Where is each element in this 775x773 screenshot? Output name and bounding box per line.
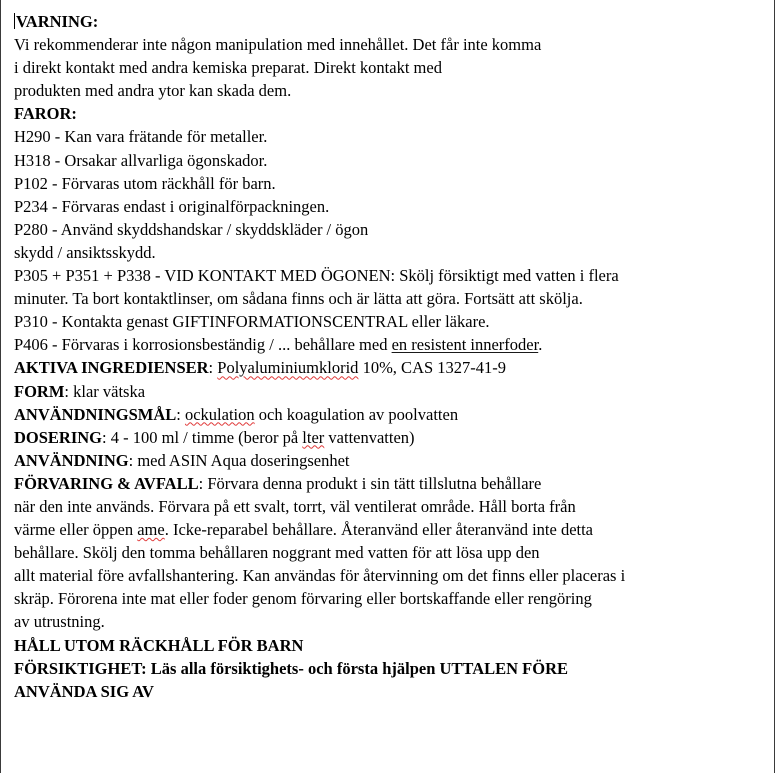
storage-line-1-text: Förvara denna produkt i sin tätt tillslutna behållare [207, 473, 542, 493]
varning-line-1: Vi rekommenderar inte någon manipulation med innehållet. Det får inte komma [14, 35, 542, 55]
field-value-misspelled-anvandningsmal: ockulation [184, 404, 255, 424]
field-value-dosering: vattenvatten) [324, 427, 415, 447]
field-label-dosering: DOSERING [14, 427, 103, 447]
heading-faror: FAROR: [14, 104, 77, 124]
storage-line-4: behållare. Skölj den tomma behållaren noggrant med vatten för att lösa upp den [14, 543, 540, 563]
faror-line-p406 [14, 333, 761, 356]
storage-line-3-misspelled: ame [137, 520, 165, 540]
faror-line-h318: H318 - Orsakar allvarliga ögonskador. [14, 150, 268, 170]
faror-line-h290: H290 - Kan vara frätande för metaller. [14, 127, 268, 147]
varning-line-3: produkten med andra ytor kan skada dem. [14, 81, 292, 101]
field-value-anvandning: med ASIN Aqua doseringsenhet [137, 450, 350, 470]
storage-label: FÖRVARING & AVFALL [14, 473, 199, 493]
field-aktiva-ingredienser [14, 356, 761, 379]
faror-line-p280-cont: skydd / ansiktsskydd. [14, 242, 156, 262]
footer-line-caution-2: ANVÄNDA SIG AV [14, 681, 154, 701]
faror-line-p305: P305 + P351 + P338 - VID KONTAKT MED ÖGONEN: Skölj försiktigt med vatten i flera [14, 266, 619, 286]
storage-sep: : [198, 473, 208, 493]
field-form [14, 380, 761, 403]
text-caret [14, 13, 15, 30]
faror-line-p280: P280 - Använd skyddshandskar / skyddskläder / ögon [14, 219, 369, 239]
faror-line-p305-cont: minuter. Ta bort kontaktlinser, om sådana finns och är lätta att göra. Fortsätt att skölja. [14, 289, 583, 309]
p406-underlined-phrase: en resistent innerfoder [391, 335, 539, 355]
storage-line-3 [14, 518, 761, 541]
storage-line-3-post: . Icke-reparabel behållare. Återanvänd eller återanvänd inte detta [164, 520, 594, 540]
faror-line-p310: P310 - Kontakta genast GIFTINFORMATIONSCENTRAL eller läkare. [14, 312, 490, 332]
storage-line-6: skräp. Förorena inte mat eller foder genom förvaring eller bortskaffande eller rengöring [14, 589, 592, 609]
page-left-rule [0, 0, 1, 773]
heading-varning-label: VARNING: [16, 12, 99, 31]
field-value-aktiva-ingredienser: 10%, CAS 1327-41-9 [358, 358, 507, 378]
field-anvandningsmal [14, 403, 761, 426]
footer-line-caution-1: FÖRSIKTIGHET: Läs alla försiktighets- och första hjälpen UTTALEN FÖRE [14, 658, 569, 678]
field-label-form: FORM [14, 381, 65, 401]
footer-line-keep-away: HÅLL UTOM RÄCKHÅLL FÖR BARN [14, 635, 304, 655]
field-value-misspelled-dosering: lter [302, 427, 325, 447]
field-value-misspelled-aktiva-ingredienser: Polyaluminiumklorid [217, 358, 359, 378]
storage-line-2: när den inte används. Förvara på ett svalt, torrt, väl ventilerat område. Håll borta från [14, 496, 576, 516]
p406-suffix: . [538, 335, 543, 355]
field-sep-aktiva-ingredienser: : [208, 358, 218, 378]
field-value-anvandningsmal: och koagulation av poolvatten [254, 404, 459, 424]
field-value-pre-dosering: 4 - 100 ml / timme (beror på [110, 427, 303, 447]
field-sep-anvandning: : [128, 450, 138, 470]
varning-line-2: i direkt kontakt med andra kemiska preparat. Direkt kontakt med [14, 58, 442, 78]
storage-line-1 [14, 472, 761, 495]
field-sep-anvandningsmal: : [176, 404, 185, 424]
field-value-form: klar vätska [73, 381, 146, 401]
heading-varning [14, 10, 761, 33]
field-anvandning [14, 449, 761, 472]
storage-line-3-pre: värme eller öppen [14, 520, 138, 540]
p406-prefix: P406 - Förvaras i korrosionsbeständig / ... behållare med [14, 335, 392, 355]
field-dosering [14, 426, 761, 449]
faror-line-p102: P102 - Förvaras utom räckhåll för barn. [14, 173, 276, 193]
field-sep-form: : [64, 381, 74, 401]
storage-line-5: allt material före avfallshantering. Kan användas för återvinning om det finns eller placeras i [14, 566, 626, 586]
field-label-aktiva-ingredienser: AKTIVA INGREDIENSER [14, 358, 209, 378]
faror-line-p234: P234 - Förvaras endast i originalförpackningen. [14, 196, 330, 216]
storage-line-7: av utrustning. [14, 612, 105, 632]
field-sep-dosering: : [102, 427, 111, 447]
document-body [14, 10, 761, 703]
field-label-anvandningsmal: ANVÄNDNINGSMÅL [14, 404, 177, 424]
field-label-anvandning: ANVÄNDNING [14, 450, 129, 470]
